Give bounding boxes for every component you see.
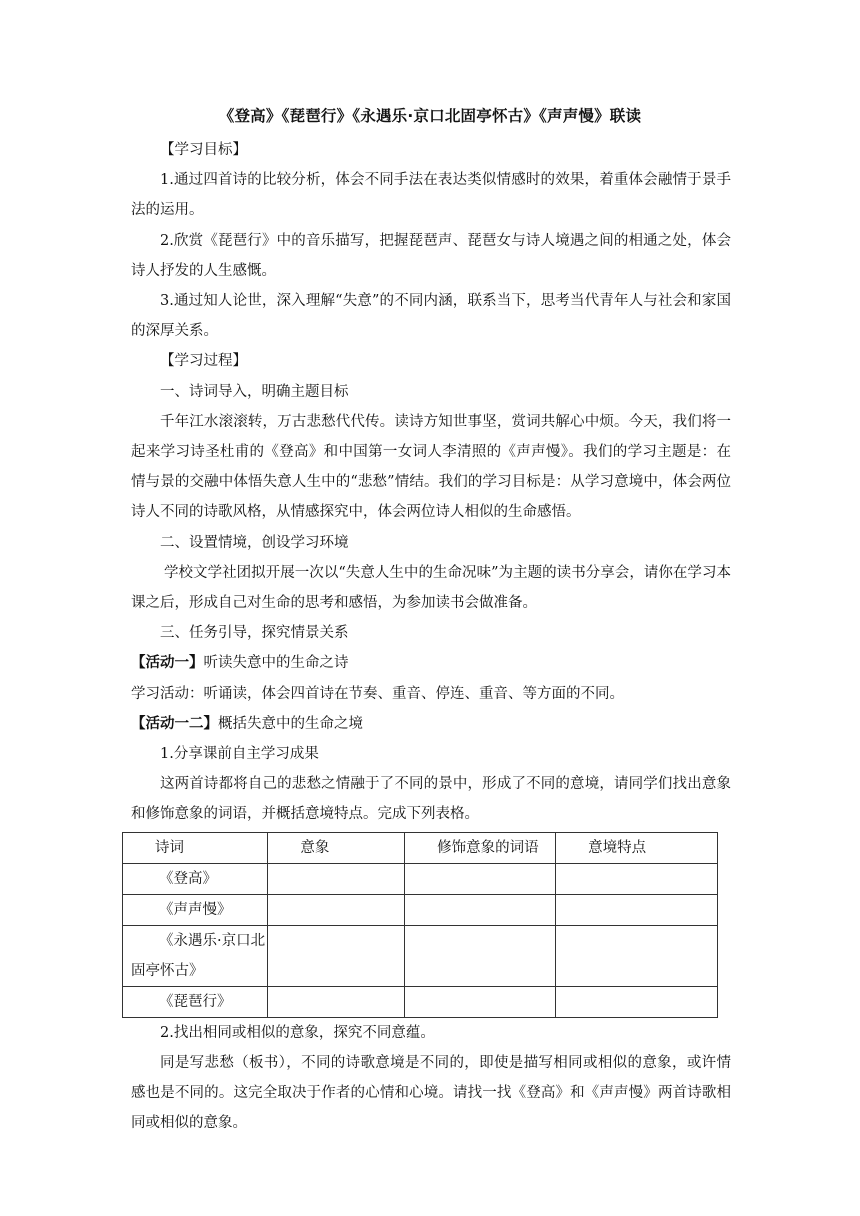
- section2-heading: 二、设置情境，创设学习环境: [160, 534, 349, 551]
- section1-text: 千年江水滚滚转，万古悲愁代代传。读诗方知世事坚，赏词共解心中烦。今天，我们将一起来学习诗圣杜甫的《登高》和中国第一女词人李清照的《声声慢》。我们的学习主题是：在情与景的交融中体悟失意人生中的“悲愁”情结。我们的学习目标是：从学习意境中，体会两位诗人不同的诗歌风格，从情感探究中，体会两位诗人相似的生命感悟。: [131, 413, 731, 521]
- step1-text: 这两首诗都将自己的悲愁之情融于了不同的景中，形成了不同的意境，请同学们找出意象和修饰意象的词语，并概括意境特点。完成下列表格。: [131, 776, 731, 823]
- table-cell-poem: 《永遇乐·京口北固亭怀古》: [123, 925, 268, 986]
- table-cell-empty: [556, 894, 718, 925]
- table-cell-empty: [268, 925, 405, 986]
- table-cell-empty: [556, 986, 718, 1017]
- table-cell-empty: [405, 986, 556, 1017]
- table-cell-empty: [268, 986, 405, 1017]
- activity1-line: [131, 648, 731, 678]
- imagery-table: [122, 832, 718, 1018]
- table-header-row: [123, 832, 718, 863]
- step2-text: 同是写悲愁（板书），不同的诗歌意境是不同的，即使是描写相同或相似的意象，或许情感也是不同的。这完全取决于作者的心情和心境。请找一找《登高》和《声声慢》两首诗歌相同或相似的意象。: [131, 1054, 731, 1132]
- table-cell-poem: 《琵琶行》: [123, 986, 268, 1017]
- table-row: [123, 986, 718, 1017]
- table-header-cell: 意象: [268, 832, 405, 863]
- table-cell-empty: [268, 863, 405, 894]
- table-row: [123, 925, 718, 986]
- activity1-label: 【活动一】: [131, 655, 204, 672]
- table-cell-empty: [556, 925, 718, 986]
- table-cell-poem: 《声声慢》: [123, 894, 268, 925]
- activity1-text: 学习活动：听诵读，体会四首诗在节奏、重音、停连、重音、等方面的不同。: [131, 685, 624, 702]
- table-cell-poem: 《登高》: [123, 863, 268, 894]
- table-cell-empty: [405, 925, 556, 986]
- section1-heading: 一、诗词导入，明确主题目标: [160, 383, 349, 400]
- activity2-label: 【活动一二】: [131, 715, 218, 732]
- table-cell-empty: [268, 894, 405, 925]
- step2-heading: 2.找出相同或相似的意象，探究不同意蕴。: [160, 1024, 435, 1041]
- table-cell-empty: [405, 863, 556, 894]
- document-title: 《登高》《琵琶行》《永遇乐·京口北固亭怀古》《声声慢》联读: [218, 107, 642, 125]
- table-cell-empty: [405, 894, 556, 925]
- table-cell-empty: [556, 863, 718, 894]
- activity2-title: 概括失意中的生命之境: [218, 715, 363, 732]
- goal-item-2: 2.欣赏《琵琶行》中的音乐描写，把握琵琶声、琵琶女与诗人境遇之间的相通之处，体会诗人抒发的人生感慨。: [131, 232, 731, 279]
- activity2-line: [131, 709, 731, 739]
- table-row: [123, 894, 718, 925]
- activity1-title: 听读失意中的生命之诗: [203, 655, 349, 672]
- section2-text: 学校文学社团拟开展一次以“失意人生中的生命况味”为主题的读书分享会，请你在学习本课之后，形成自己对生命的思考和感悟，为参加读书会做准备。: [131, 564, 731, 612]
- step1-heading: 1.分享课前自主学习成果: [160, 746, 319, 763]
- document-body: [131, 135, 731, 1138]
- section3-heading: 三、任务引导，探究情景关系: [160, 625, 349, 642]
- process-heading: 【学习过程】: [160, 353, 247, 370]
- goals-heading: 【学习目标】: [160, 142, 247, 158]
- table-header-cell: 诗词: [123, 832, 268, 863]
- goal-item-3: 3.通过知人论世，深入理解“失意”的不同内涵，联系当下，思考当代青年人与社会和家国的深厚关系。: [131, 293, 731, 340]
- table-header-cell: 意境特点: [556, 832, 718, 863]
- table-row: [123, 863, 718, 894]
- table-header-cell: 修饰意象的词语: [405, 832, 556, 863]
- goal-item-1: 1.通过四首诗的比较分析，体会不同手法在表达类似情感时的效果，着重体会融情于景手法的运用。: [131, 172, 731, 219]
